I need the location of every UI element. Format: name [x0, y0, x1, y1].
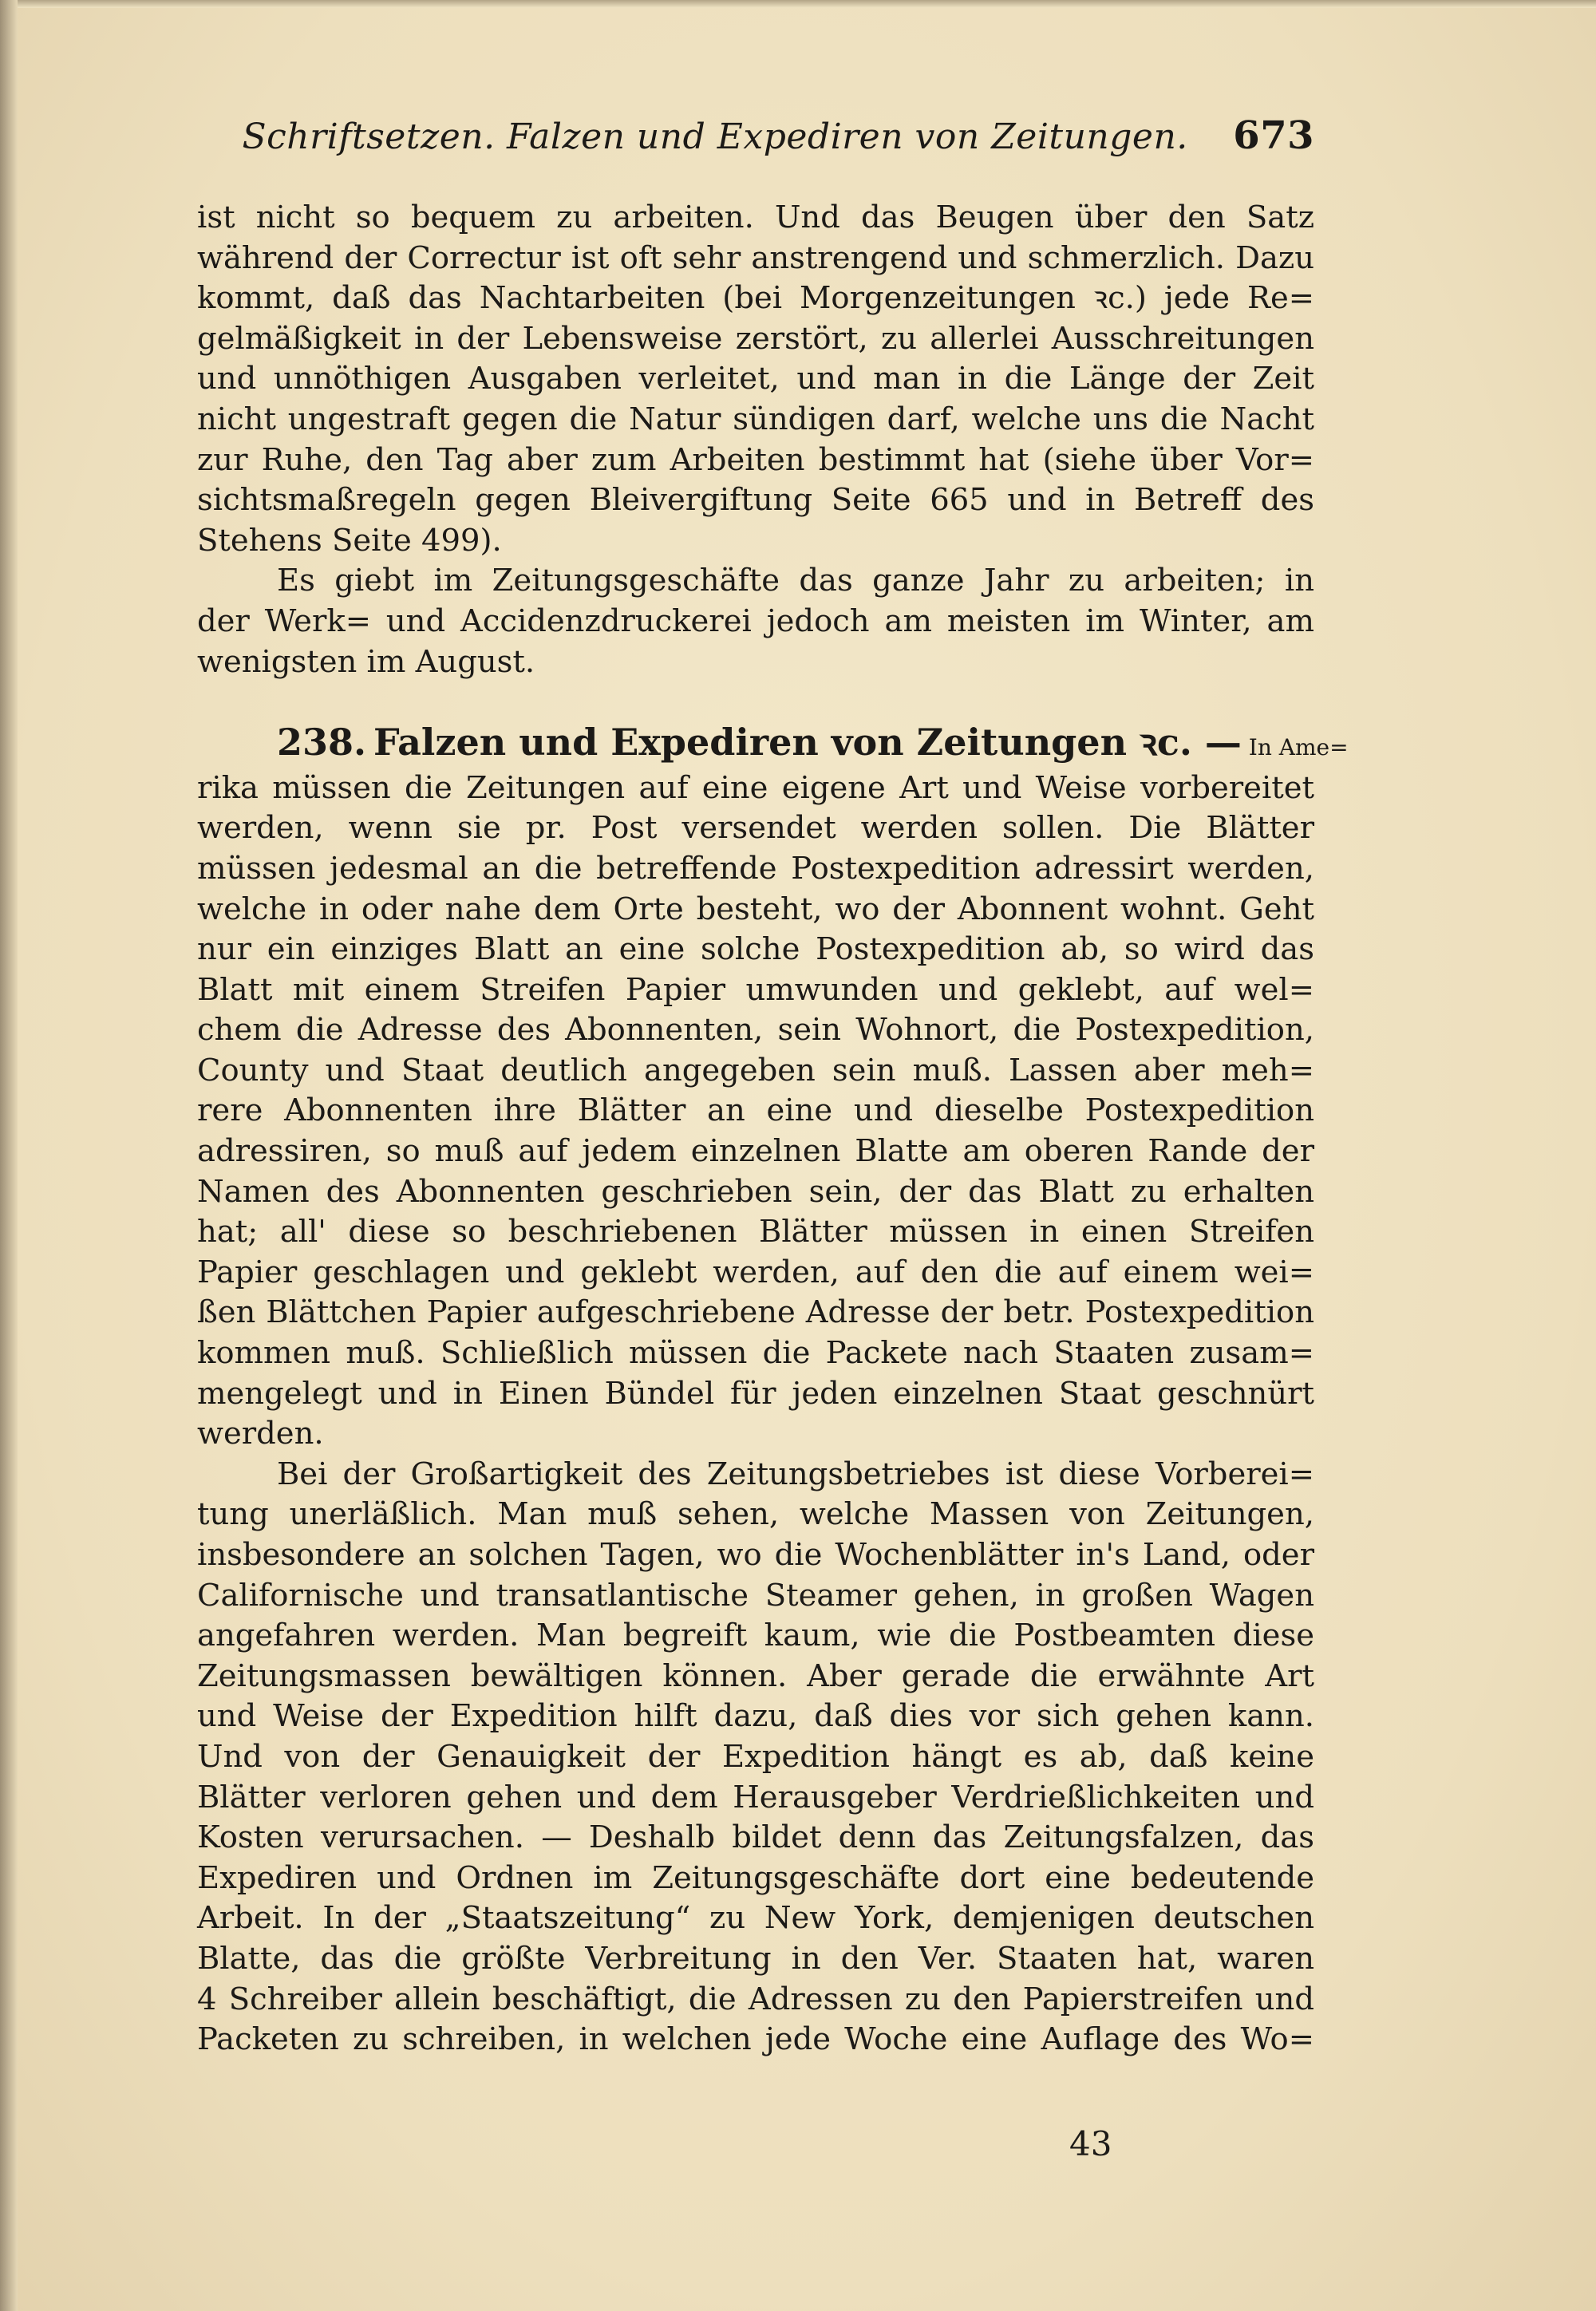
text-line: wenigsten im August.: [197, 643, 535, 680]
text-line: tung unerläßlich. Man muß sehen, welche Massen von Zeitungen,: [197, 1496, 1314, 1533]
text-line: Packeten zu schreiben, in welchen jede Woche eine Auflage des Wo=: [197, 2021, 1314, 2058]
section-number: 238.: [277, 721, 367, 764]
text-line: ßen Blättchen Papier aufgeschriebene Adresse der betr. Postexpedition: [197, 1294, 1314, 1331]
text-line: adressiren, so muß auf jedem einzelnen Blatte am oberen Rande der: [197, 1133, 1314, 1170]
text-line: hat; all' diese so beschriebenen Blätter müssen in einen Streifen: [197, 1214, 1314, 1250]
text-line: mengelegt und in Einen Bündel für jeden einzelnen Staat geschnürt: [197, 1375, 1314, 1412]
text-line: County und Staat deutlich angegeben sein muß. Lassen aber meh=: [197, 1052, 1314, 1088]
text-line: und unnöthigen Ausgaben verleitet, und man in die Länge der Zeit: [197, 361, 1314, 397]
running-head-title: Schriftsetzen. Falzen und Expediren von Zeitungen.: [242, 117, 1188, 157]
text-line: Blatte, das die größte Verbreitung in den Ver. Staaten hat, waren: [197, 1940, 1314, 1977]
text-line: rika müssen die Zeitungen auf eine eigene Art und Weise vorbereitet: [197, 769, 1314, 806]
text-line: Arbeit. In der „Staatszeitung“ zu New York, demjenigen deutschen: [197, 1900, 1314, 1937]
text-line: gelmäßigkeit in der Lebensweise zerstört, zu allerlei Ausschreitungen: [197, 320, 1314, 357]
text-line: kommt, daß das Nachtarbeiten (bei Morgenzeitungen ꝛc.) jede Re=: [197, 280, 1314, 317]
text-line: werden, wenn sie pr. Post versendet werden sollen. Die Blätter: [197, 810, 1314, 847]
text-line: angefahren werden. Man begreift kaum, wie die Postbeamten diese: [197, 1618, 1314, 1654]
paragraph-4: [197, 1455, 1314, 2060]
text-line: chem die Adresse des Abonnenten, sein Wohnort, die Postexpedition,: [197, 1012, 1314, 1049]
text-line: Kosten verursachen. — Deshalb bildet denn das Zeitungsfalzen, das: [197, 1819, 1314, 1856]
text-line: Zeitungsmassen bewältigen können. Aber gerade die erwähnte Art: [197, 1657, 1314, 1694]
text-line: Namen des Abonnenten geschrieben sein, der das Blatt zu erhalten: [197, 1173, 1314, 1210]
text-line: Blätter verloren gehen und dem Herausgeber Verdrießlichkeiten und: [197, 1779, 1314, 1815]
signature-mark: 43: [1069, 2124, 1112, 2163]
text-line: während der Correctur ist oft sehr anstrengend und schmerzlich. Dazu: [197, 239, 1314, 276]
section-gap: [197, 682, 1314, 722]
text-line: Expediren und Ordnen im Zeitungsgeschäfte dort eine bedeutende: [197, 1859, 1314, 1896]
text-line: der Werk= und Accidenzdruckerei jedoch am meisten im Winter, am: [197, 602, 1314, 639]
section-first-line-text: In Ame=: [1248, 734, 1349, 761]
text-line: und Weise der Expedition hilft dazu, daß dies vor sich gehen kann.: [197, 1698, 1314, 1735]
gutter-shadow: [0, 0, 18, 2311]
text-line: werden.: [197, 1416, 324, 1452]
page-number: 673: [1233, 113, 1314, 158]
text-line: rere Abonnenten ihre Blätter an eine und dieselbe Postexpedition: [197, 1092, 1314, 1129]
text-line: Bei der Großartigkeit des Zeitungsbetriebes ist diese Vorberei=: [277, 1456, 1314, 1492]
paragraph-2: [197, 561, 1314, 682]
text-line: insbesondere an solchen Tagen, wo die Wochenblätter in's Land, oder: [197, 1537, 1314, 1573]
text-line: nicht ungestraft gegen die Natur sündigen darf, welche uns die Nacht: [197, 401, 1314, 437]
body-text: [197, 198, 1349, 2060]
text-line: Californische und transatlantische Steamer gehen, in großen Wagen: [197, 1577, 1314, 1614]
section-title: Falzen und Expediren von Zeitungen ꝛc. —: [373, 721, 1242, 764]
text-line: Stehens Seite 499).: [197, 522, 502, 559]
section-heading-line: [197, 721, 1349, 768]
text-line: Und von der Genauigkeit der Expedition hängt es ab, daß keine: [197, 1738, 1314, 1775]
text-line: 4 Schreiber allein beschäftigt, die Adressen zu den Papierstreifen und: [197, 1981, 1314, 2017]
text-line: sichtsmaßregeln gegen Bleivergiftung Seite 665 und in Betreff des: [197, 482, 1314, 519]
text-line: kommen muß. Schließlich müssen die Packete nach Staaten zusam=: [197, 1335, 1314, 1372]
text-line: ist nicht so bequem zu arbeiten. Und das Beugen über den Satz: [197, 199, 1314, 235]
text-line: welche in oder nahe dem Orte besteht, wo der Abonnent wohnt. Geht: [197, 891, 1314, 927]
text-line: müssen jedesmal an die betreffende Postexpedition adressirt werden,: [197, 850, 1314, 887]
text-line: Papier geschlagen und geklebt werden, auf den die auf einem wei=: [197, 1254, 1314, 1290]
paragraph-1: [197, 198, 1314, 561]
text-line: Blatt mit einem Streifen Papier umwunden und geklebt, auf wel=: [197, 971, 1314, 1008]
text-line: Es giebt im Zeitungsgeschäfte das ganze Jahr zu arbeiten; in: [277, 563, 1314, 599]
section-238: [197, 721, 1349, 1455]
page-top-edge: [0, 0, 1596, 8]
running-head: [197, 113, 1314, 161]
text-line: zur Ruhe, den Tag aber zum Arbeiten bestimmt hat (siehe über Vor=: [197, 441, 1314, 478]
text-line: nur ein einziges Blatt an eine solche Postexpedition ab, so wird das: [197, 931, 1314, 968]
